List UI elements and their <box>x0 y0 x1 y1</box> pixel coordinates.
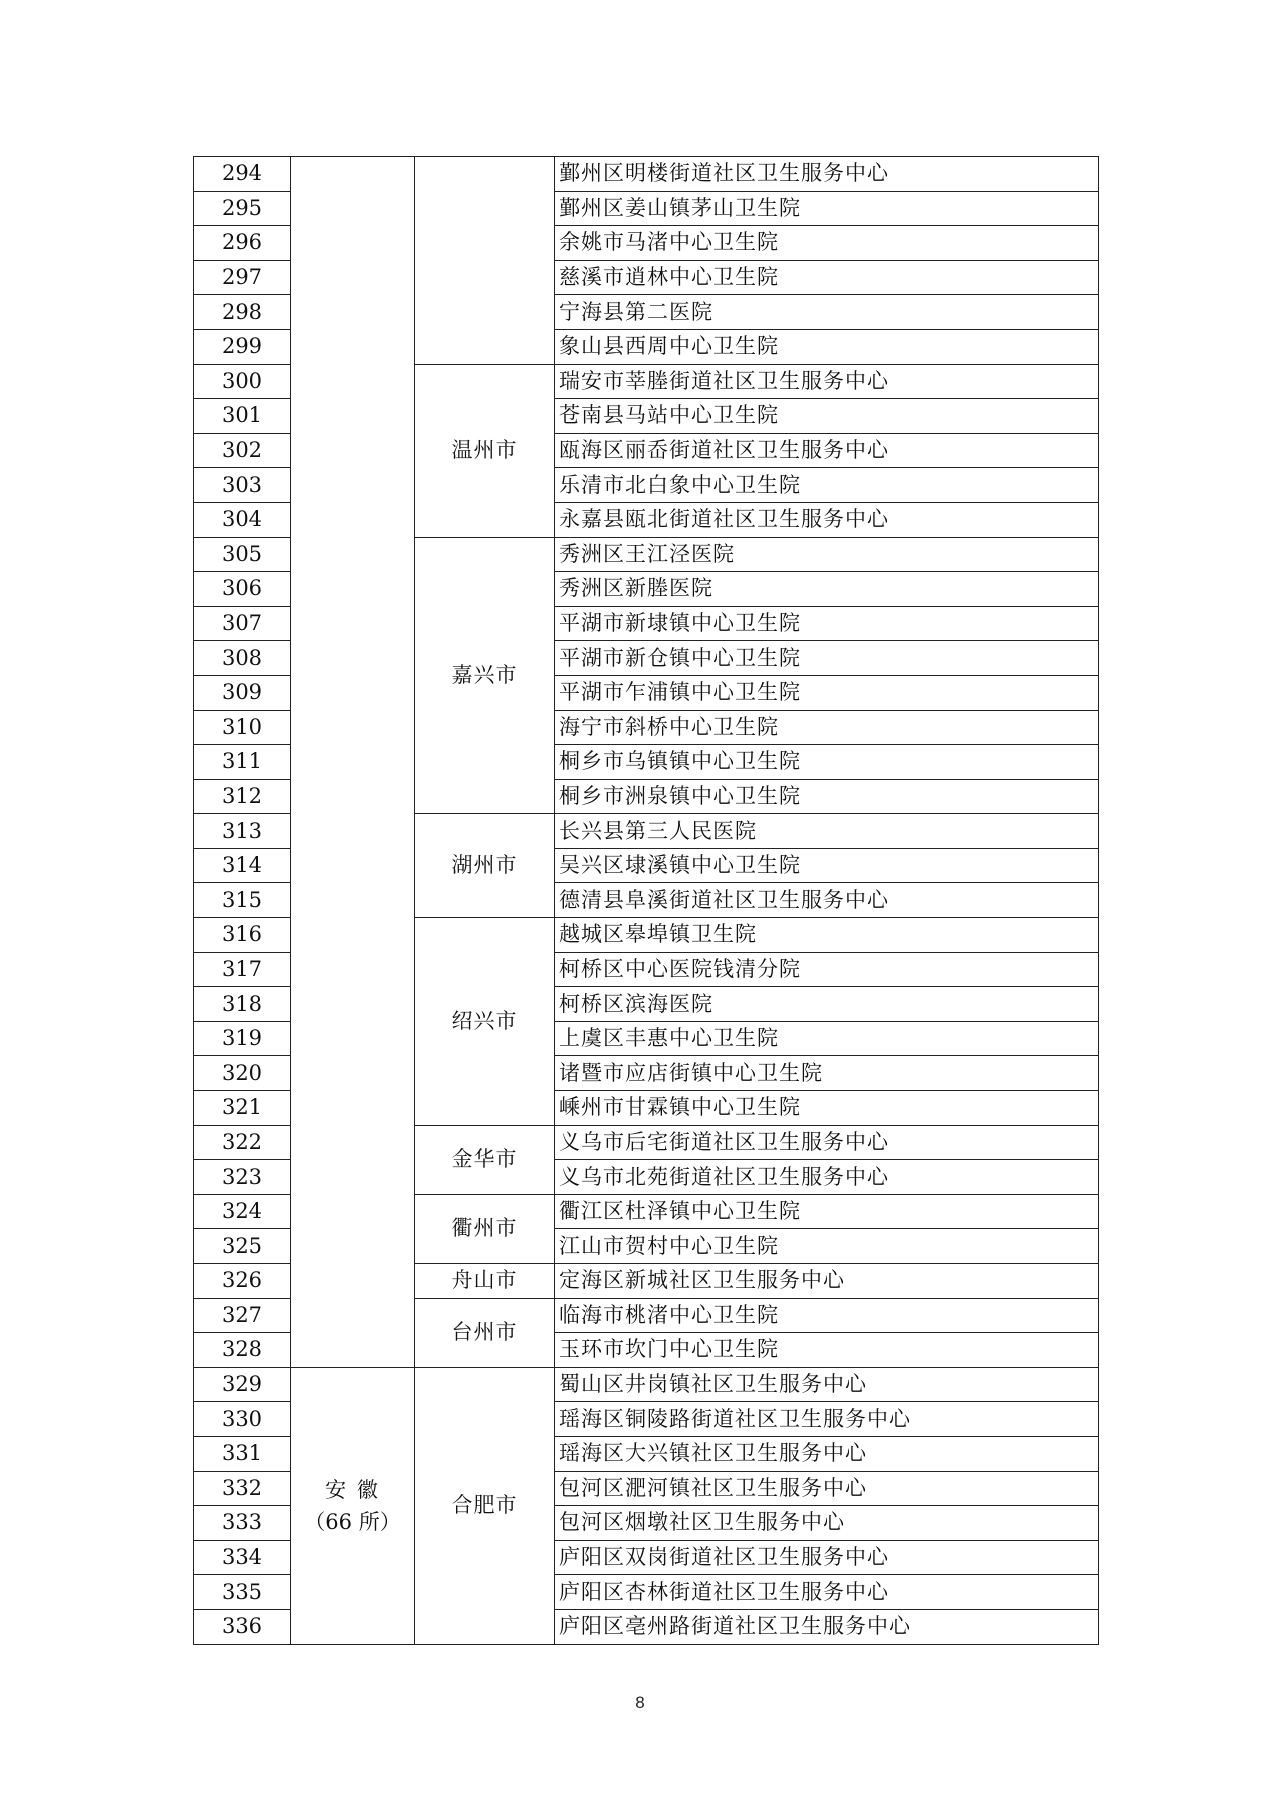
row-number: 327 <box>194 1298 291 1333</box>
institution-name: 余姚市马渚中心卫生院 <box>555 226 1099 261</box>
province-name: 安 徽 <box>325 1477 380 1502</box>
institution-name: 乐清市北白象中心卫生院 <box>555 468 1099 503</box>
row-number: 301 <box>194 399 291 434</box>
institution-name: 包河区淝河镇社区卫生服务中心 <box>555 1471 1099 1506</box>
row-number: 316 <box>194 918 291 953</box>
row-number: 302 <box>194 433 291 468</box>
city-cell: 温州市 <box>415 364 555 537</box>
row-number: 294 <box>194 157 291 192</box>
row-number: 308 <box>194 641 291 676</box>
city-cell: 合肥市 <box>415 1367 555 1644</box>
institution-name: 庐阳区亳州路街道社区卫生服务中心 <box>555 1609 1099 1644</box>
province-cell <box>291 1367 415 1644</box>
row-number: 325 <box>194 1229 291 1264</box>
row-number: 330 <box>194 1402 291 1437</box>
institution-name: 瑶海区大兴镇社区卫生服务中心 <box>555 1436 1099 1471</box>
city-cell <box>415 157 555 365</box>
institution-name: 永嘉县瓯北街道社区卫生服务中心 <box>555 502 1099 537</box>
row-number: 328 <box>194 1333 291 1368</box>
row-number: 305 <box>194 537 291 572</box>
institution-name: 嵊州市甘霖镇中心卫生院 <box>555 1091 1099 1126</box>
row-number: 298 <box>194 295 291 330</box>
institution-name: 定海区新城社区卫生服务中心 <box>555 1264 1099 1299</box>
row-number: 309 <box>194 675 291 710</box>
row-number: 318 <box>194 987 291 1022</box>
institution-name: 柯桥区滨海医院 <box>555 987 1099 1022</box>
institution-name: 平湖市新仓镇中心卫生院 <box>555 641 1099 676</box>
row-number: 322 <box>194 1125 291 1160</box>
row-number: 297 <box>194 260 291 295</box>
institution-name: 德清县阜溪街道社区卫生服务中心 <box>555 883 1099 918</box>
institution-name: 义乌市北苑街道社区卫生服务中心 <box>555 1160 1099 1195</box>
city-cell: 嘉兴市 <box>415 537 555 814</box>
institution-name: 平湖市乍浦镇中心卫生院 <box>555 675 1099 710</box>
row-number: 296 <box>194 226 291 261</box>
institution-name: 吴兴区埭溪镇中心卫生院 <box>555 848 1099 883</box>
row-number: 334 <box>194 1540 291 1575</box>
institution-name: 鄞州区明楼街道社区卫生服务中心 <box>555 157 1099 192</box>
row-number: 332 <box>194 1471 291 1506</box>
institution-name: 秀洲区王江泾医院 <box>555 537 1099 572</box>
row-number: 311 <box>194 745 291 780</box>
city-cell: 台州市 <box>415 1298 555 1367</box>
institution-name: 上虞区丰惠中心卫生院 <box>555 1021 1099 1056</box>
institution-name: 庐阳区杏林街道社区卫生服务中心 <box>555 1575 1099 1610</box>
institution-name: 慈溪市逍林中心卫生院 <box>555 260 1099 295</box>
institution-name: 义乌市后宅街道社区卫生服务中心 <box>555 1125 1099 1160</box>
row-number: 333 <box>194 1506 291 1541</box>
institution-name: 江山市贺村中心卫生院 <box>555 1229 1099 1264</box>
row-number: 324 <box>194 1194 291 1229</box>
city-cell: 舟山市 <box>415 1264 555 1299</box>
row-number: 306 <box>194 572 291 607</box>
institution-name: 衢江区杜泽镇中心卫生院 <box>555 1194 1099 1229</box>
hospital-list-table <box>193 156 1099 1645</box>
row-number: 314 <box>194 848 291 883</box>
table-row <box>194 1367 1099 1402</box>
row-number: 312 <box>194 779 291 814</box>
row-number: 331 <box>194 1436 291 1471</box>
row-number: 317 <box>194 952 291 987</box>
row-number: 320 <box>194 1056 291 1091</box>
institution-name: 越城区皋埠镇卫生院 <box>555 918 1099 953</box>
institution-name: 苍南县马站中心卫生院 <box>555 399 1099 434</box>
institution-name: 秀洲区新塍医院 <box>555 572 1099 607</box>
institution-name: 庐阳区双岗街道社区卫生服务中心 <box>555 1540 1099 1575</box>
institution-name: 瑶海区铜陵路街道社区卫生服务中心 <box>555 1402 1099 1437</box>
row-number: 310 <box>194 710 291 745</box>
page-number: 8 <box>635 1693 645 1712</box>
row-number: 299 <box>194 329 291 364</box>
city-cell: 金华市 <box>415 1125 555 1194</box>
row-number: 321 <box>194 1091 291 1126</box>
row-number: 329 <box>194 1367 291 1402</box>
row-number: 304 <box>194 502 291 537</box>
institution-name: 鄞州区姜山镇茅山卫生院 <box>555 191 1099 226</box>
institution-name: 长兴县第三人民医院 <box>555 814 1099 849</box>
city-cell: 绍兴市 <box>415 918 555 1126</box>
institution-name: 临海市桃渚中心卫生院 <box>555 1298 1099 1333</box>
province-count: （66 所） <box>304 1509 401 1534</box>
institution-name: 包河区烟墩社区卫生服务中心 <box>555 1506 1099 1541</box>
row-number: 336 <box>194 1609 291 1644</box>
row-number: 295 <box>194 191 291 226</box>
row-number: 303 <box>194 468 291 503</box>
city-cell: 湖州市 <box>415 814 555 918</box>
row-number: 326 <box>194 1264 291 1299</box>
institution-name: 瓯海区丽岙街道社区卫生服务中心 <box>555 433 1099 468</box>
row-number: 313 <box>194 814 291 849</box>
institution-name: 柯桥区中心医院钱清分院 <box>555 952 1099 987</box>
row-number: 323 <box>194 1160 291 1195</box>
institution-name: 桐乡市洲泉镇中心卫生院 <box>555 779 1099 814</box>
table-row <box>194 157 1099 192</box>
row-number: 315 <box>194 883 291 918</box>
row-number: 335 <box>194 1575 291 1610</box>
institution-name: 海宁市斜桥中心卫生院 <box>555 710 1099 745</box>
institution-name: 桐乡市乌镇镇中心卫生院 <box>555 745 1099 780</box>
row-number: 300 <box>194 364 291 399</box>
row-number: 319 <box>194 1021 291 1056</box>
row-number: 307 <box>194 606 291 641</box>
institution-name: 象山县西周中心卫生院 <box>555 329 1099 364</box>
institution-name: 蜀山区井岗镇社区卫生服务中心 <box>555 1367 1099 1402</box>
institution-name: 宁海县第二医院 <box>555 295 1099 330</box>
institution-name: 平湖市新埭镇中心卫生院 <box>555 606 1099 641</box>
institution-name: 诸暨市应店街镇中心卫生院 <box>555 1056 1099 1091</box>
institution-name: 瑞安市莘塍街道社区卫生服务中心 <box>555 364 1099 399</box>
city-cell: 衢州市 <box>415 1194 555 1263</box>
province-cell <box>291 157 415 1368</box>
institution-name: 玉环市坎门中心卫生院 <box>555 1333 1099 1368</box>
